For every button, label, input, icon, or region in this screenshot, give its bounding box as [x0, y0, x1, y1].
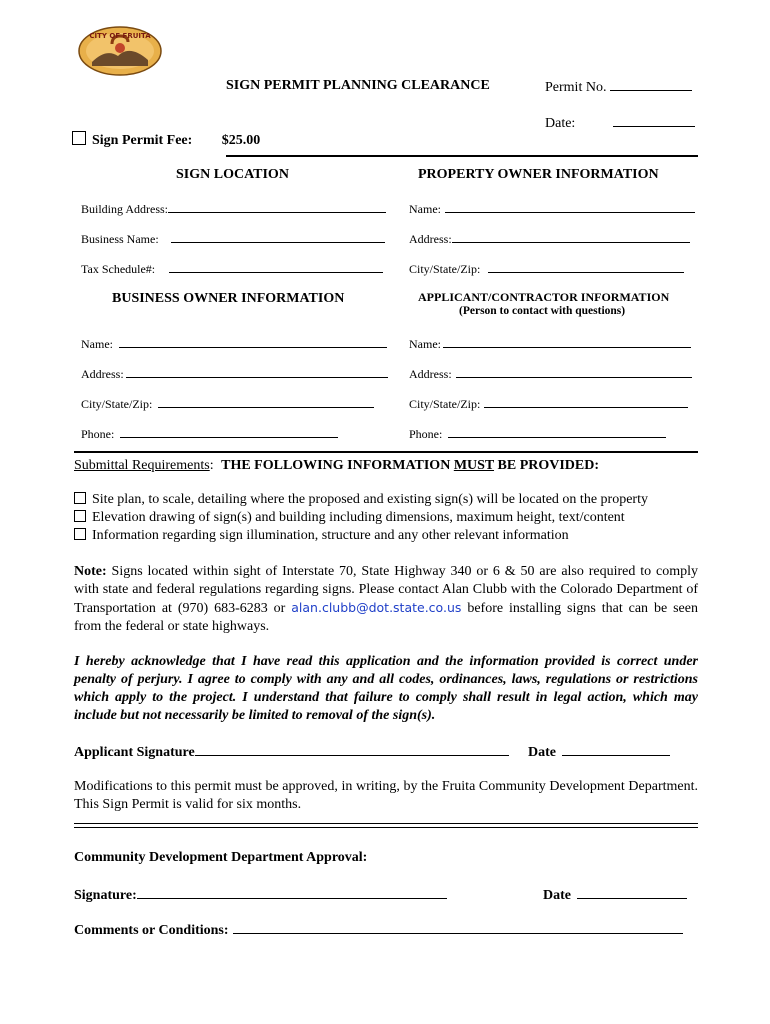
submittal-label: Submittal Requirements	[74, 458, 210, 473]
fee-label: Sign Permit Fee:	[92, 133, 193, 148]
building-address-field[interactable]	[81, 200, 386, 217]
requirement-text: Site plan, to scale, detailing where the proposed and existing sign(s) will be located on the property	[92, 492, 648, 507]
approval-date-label: Date	[543, 888, 571, 903]
requirement-checkbox[interactable]	[74, 492, 86, 504]
applicant-heading: APPLICANT/CONTRACTOR INFORMATION	[418, 290, 670, 304]
note-paragraph	[74, 563, 698, 636]
permit-no-line	[610, 78, 692, 91]
approval-divider-top	[74, 823, 698, 824]
date-label: Date:	[545, 116, 576, 131]
business-owner-city-label: City/State/Zip:	[81, 397, 153, 411]
approval-date-field[interactable]	[543, 886, 687, 904]
submittal-notice-must: MUST	[453, 458, 495, 473]
business-owner-name-label: Name:	[81, 337, 113, 351]
requirement-text: Information regarding sign illumination, structure and any other relevant information	[92, 528, 569, 543]
city-seal-icon	[78, 26, 162, 76]
business-owner-heading: BUSINESS OWNER INFORMATION	[112, 291, 345, 306]
modifications-paragraph: Modifications to this permit must be approved, in writing, by the Fruita Community Development Department. This Sign Permit is valid for six months.	[74, 779, 698, 812]
comments-label: Comments or Conditions:	[74, 923, 229, 938]
applicant-name-field[interactable]	[409, 335, 691, 352]
applicant-date-field[interactable]	[528, 743, 670, 761]
business-owner-name-field[interactable]	[81, 335, 387, 352]
requirement-item[interactable]	[74, 528, 569, 544]
applicant-name-label: Name:	[409, 337, 441, 351]
note-label: Note:	[74, 564, 107, 579]
acknowledgement-paragraph: I hereby acknowledge that I have read this application and the information provided is correct under penalty of perjury. I agree to comply with any and all codes, ordinances, laws, regulations or restrictions which apply to the project. I understand that failure to comply shall result in legal action, which may include but not necessarily be limited to removal of the sign(s).	[74, 654, 698, 723]
city-logo	[78, 26, 162, 76]
business-owner-address-label: Address:	[81, 367, 124, 381]
business-owner-city-field[interactable]	[81, 395, 374, 412]
sign-location-heading: SIGN LOCATION	[176, 167, 289, 182]
tax-schedule-label: Tax Schedule#:	[81, 262, 156, 276]
property-owner-city-field[interactable]	[409, 260, 684, 277]
business-name-field[interactable]	[81, 230, 385, 247]
permit-no-field[interactable]	[545, 78, 692, 96]
fee-row	[72, 131, 260, 149]
property-owner-name-field[interactable]	[409, 200, 695, 217]
fields-divider	[74, 451, 698, 453]
form-title: SIGN PERMIT PLANNING CLEARANCE	[226, 78, 490, 93]
submittal-notice-post: BE PROVIDED:	[494, 458, 600, 473]
building-address-label: Building Address:	[81, 202, 169, 216]
applicant-city-field[interactable]	[409, 395, 688, 412]
requirement-checkbox[interactable]	[74, 510, 86, 522]
applicant-city-label: City/State/Zip:	[409, 397, 481, 411]
header-divider	[226, 155, 698, 157]
applicant-subheading: (Person to contact with questions)	[459, 305, 626, 317]
fee-amount: $25.00	[221, 133, 261, 148]
property-owner-name-label: Name:	[409, 202, 441, 216]
comments-field[interactable]	[74, 921, 683, 939]
date-field[interactable]	[545, 114, 695, 132]
note-email-link[interactable]: alan.clubb@dot.state.co.us	[291, 600, 462, 615]
approval-heading: Community Development Department Approval:	[74, 850, 368, 865]
applicant-signature-field[interactable]	[74, 743, 509, 761]
fee-checkbox[interactable]	[72, 131, 86, 145]
requirement-text: Elevation drawing of sign(s) and building including dimensions, maximum height, text/content	[92, 510, 625, 525]
date-line	[613, 114, 695, 127]
property-owner-address-field[interactable]	[409, 230, 690, 247]
requirement-item[interactable]	[74, 492, 648, 508]
applicant-address-label: Address:	[409, 367, 452, 381]
submittal-heading	[74, 458, 599, 474]
business-owner-phone-field[interactable]	[81, 425, 338, 442]
applicant-date-label: Date	[528, 745, 556, 760]
permit-no-label: Permit No.	[545, 80, 607, 95]
property-owner-heading: PROPERTY OWNER INFORMATION	[418, 167, 659, 182]
business-owner-address-field[interactable]	[81, 365, 388, 382]
business-name-label: Business Name:	[81, 232, 159, 246]
property-owner-city-label: City/State/Zip:	[409, 262, 481, 276]
requirement-item[interactable]	[74, 510, 625, 526]
property-owner-address-label: Address:	[409, 232, 452, 246]
logo-text: CITY OF FRUITA	[89, 32, 151, 40]
applicant-address-field[interactable]	[409, 365, 692, 382]
applicant-phone-field[interactable]	[409, 425, 666, 442]
approval-divider-bottom	[74, 827, 698, 828]
note-text-pre: Signs located within sight of Interstate 70, State Highway 340 or 6 & 50 are also required to comply with state and federal regulations regarding signs. Please contact Alan Clubb with the Colorado Department of Transportation at (970) 683-6283 or	[74, 564, 698, 616]
requirement-checkbox[interactable]	[74, 528, 86, 540]
submittal-notice-pre: THE FOLLOWING INFORMATION	[221, 458, 454, 473]
note-text-post: before installing signs that can be seen from the federal or state highways.	[74, 601, 698, 634]
business-owner-phone-label: Phone:	[81, 427, 115, 441]
tax-schedule-field[interactable]	[81, 260, 383, 277]
applicant-signature-label: Applicant Signature	[74, 745, 195, 760]
approval-signature-label: Signature:	[74, 888, 137, 903]
approval-signature-field[interactable]	[74, 886, 447, 904]
applicant-phone-label: Phone:	[409, 427, 443, 441]
submittal-colon: :	[209, 458, 214, 473]
